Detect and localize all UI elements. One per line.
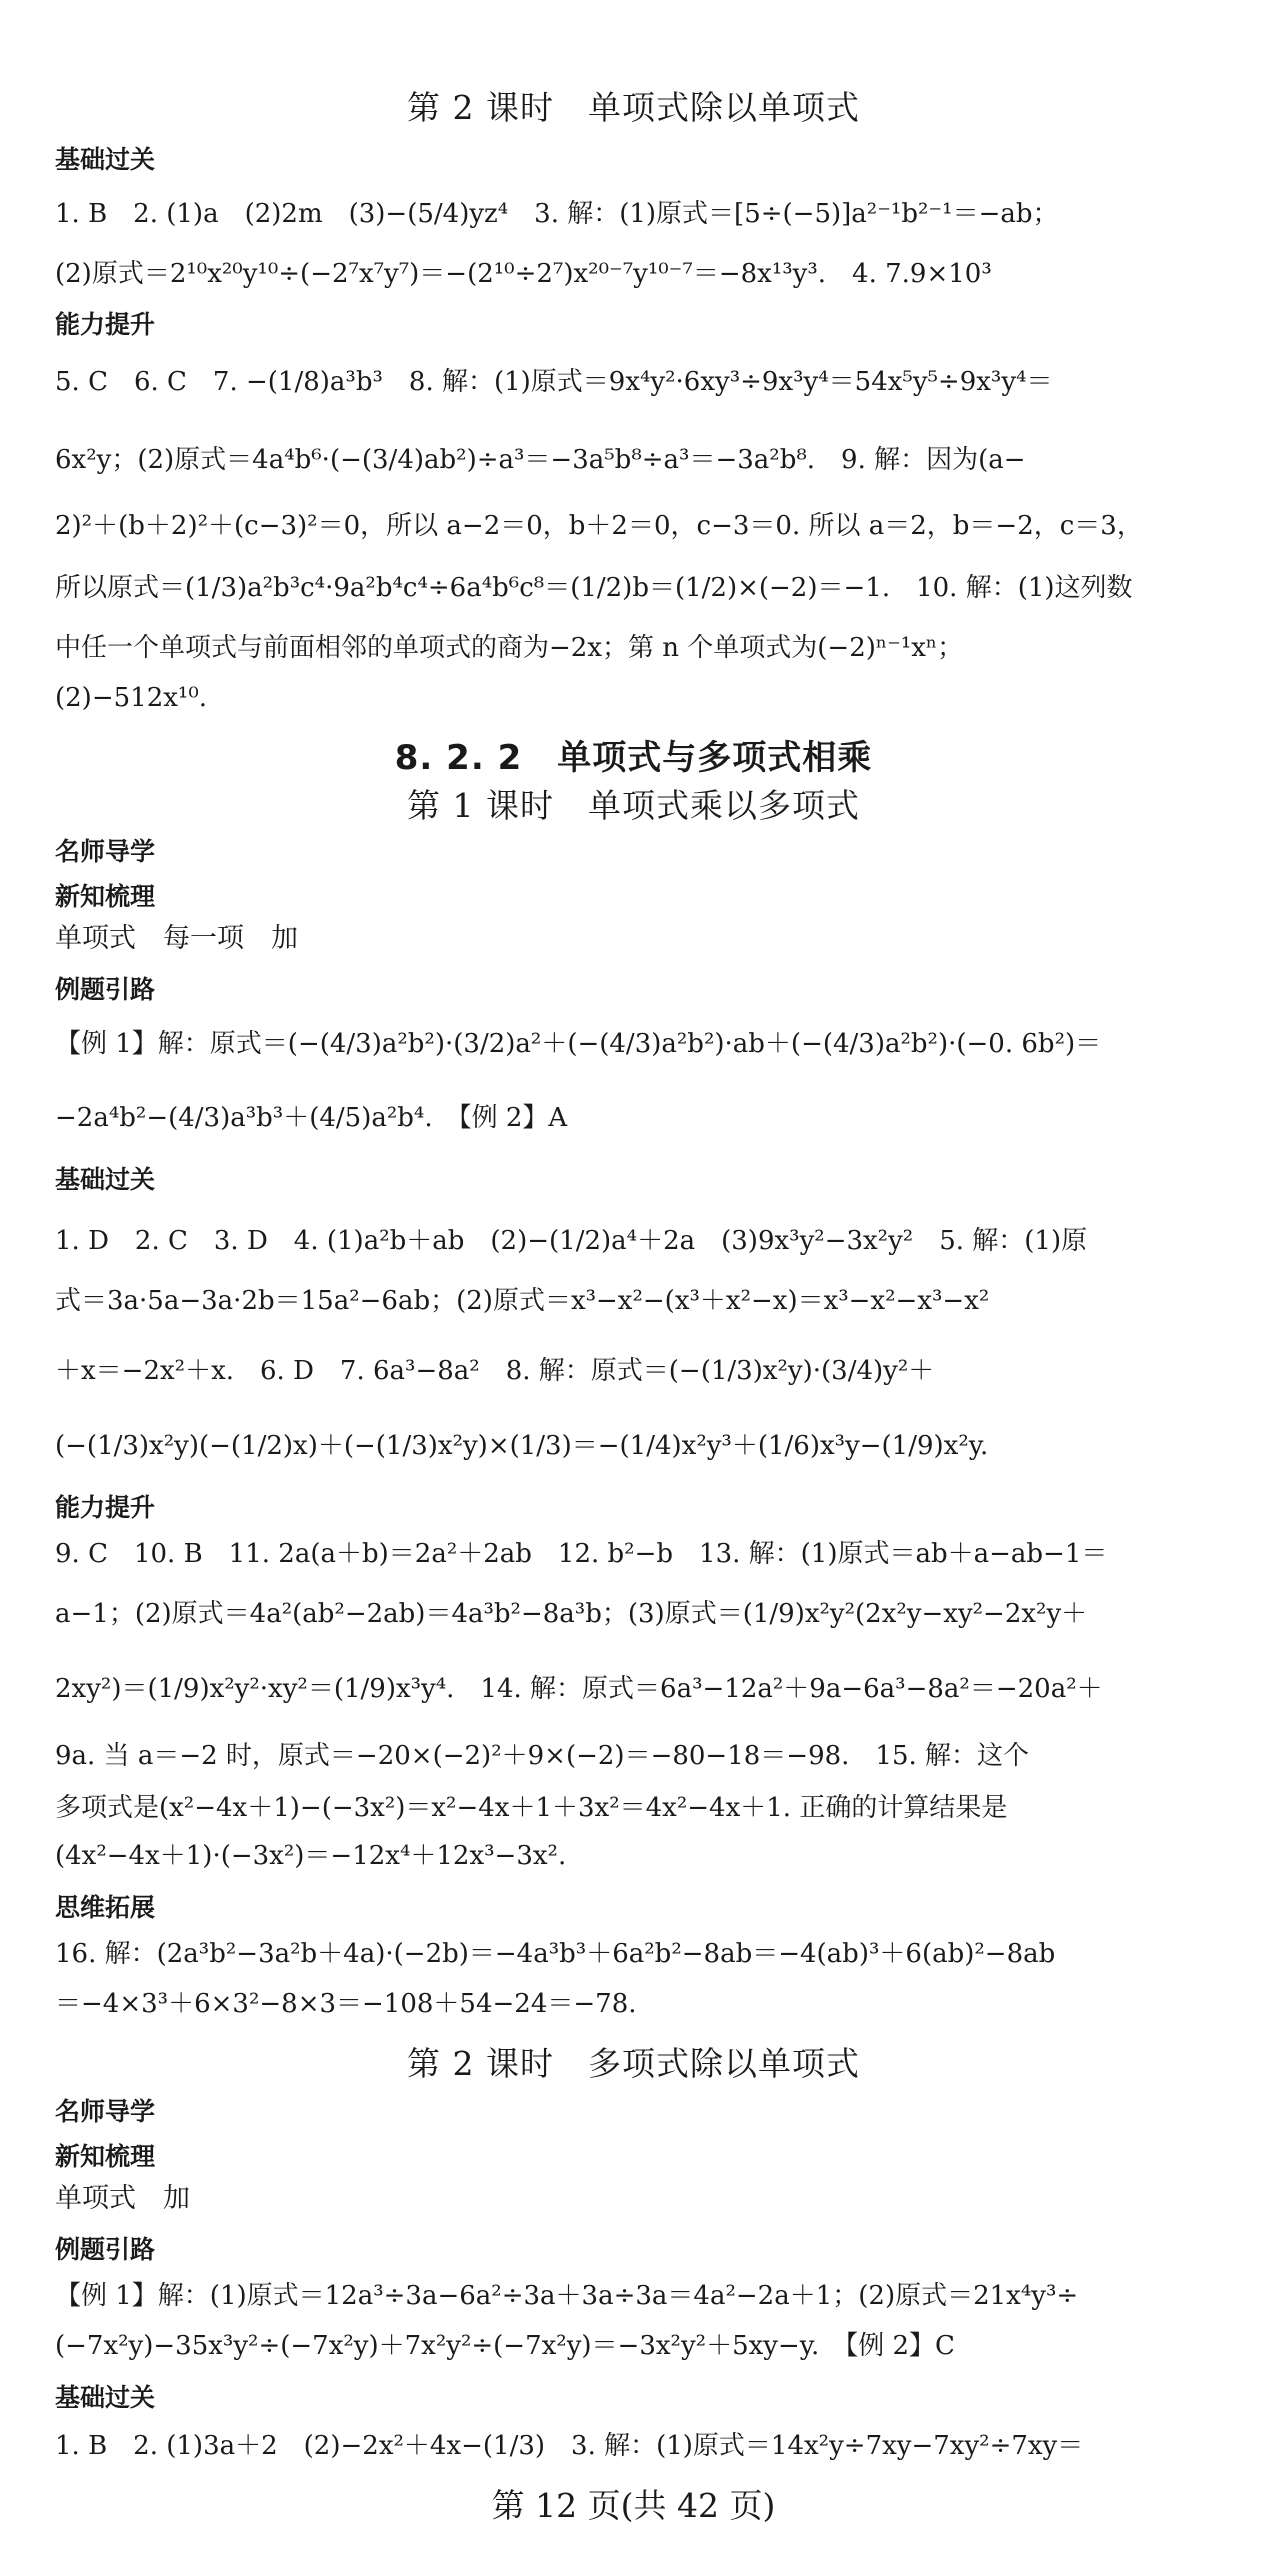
answer-line: 1. B 2. (1)a (2)2m (3)−(5/4)yz⁴ 3. 解：(1)原式＝[5÷(−5)]a²⁻¹b²⁻¹＝−ab；: [55, 199, 1059, 229]
answer-line: 单项式 加: [55, 2183, 190, 2214]
answer-line: (2)原式＝2¹⁰x²⁰y¹⁰÷(−2⁷x⁷y⁷)＝−(2¹⁰÷2⁷)x²⁰⁻⁷y¹⁰⁻⁷＝−8x¹³y³. 4. 7.9×10³: [55, 259, 992, 289]
lesson-title: 第 1 课时 单项式乘以多项式: [407, 786, 860, 825]
answer-line: 中任一个单项式与前面相邻的单项式的商为−2x；第 n 个单项式为(−2)ⁿ⁻¹xⁿ；: [55, 633, 964, 663]
section-new: 新知梳理: [55, 2142, 156, 2171]
answer-line: 9. C 10. B 11. 2a(a＋b)＝2a²＋2ab 12. b²−b 13. 解：(1)原式＝ab＋a−ab−1＝: [55, 1539, 1108, 1569]
section-example: 例题引路: [55, 2235, 156, 2264]
answer-line: 9a. 当 a＝−2 时，原式＝−20×(−2)²＋9×(−2)＝−80−18＝−98. 15. 解：这个: [55, 1741, 1030, 1771]
answer-line: ＋x＝−2x²＋x. 6. D 7. 6a³−8a² 8. 解：原式＝(−(1/3)x²y)·(3/4)y²＋: [55, 1356, 935, 1386]
section-heading: 8. 2. 2 单项式与多项式相乘: [394, 738, 873, 778]
section-ability: 能力提升: [55, 1493, 156, 1522]
page-footer: 第 12 页(共 42 页): [491, 2486, 776, 2525]
answer-line: 多项式是(x²−4x＋1)−(−3x²)＝x²−4x＋1＋3x²＝4x²−4x＋1. 正确的计算结果是: [55, 1793, 1008, 1823]
answer-line: 所以原式＝(1/3)a²b³c⁴·9a²b⁴c⁴÷6a⁴b⁶c⁸＝(1/2)b＝(1/2)×(−2)＝−1. 10. 解：(1)这列数: [55, 573, 1133, 603]
answer-line: 单项式 每一项 加: [55, 923, 298, 954]
section-basic: 基础过关: [55, 145, 156, 174]
section-ability: 能力提升: [55, 310, 156, 339]
lesson-title: 第 2 课时 多项式除以单项式: [407, 2044, 860, 2083]
section-guide: 名师导学: [55, 837, 156, 866]
answer-line: (−(1/3)x²y)(−(1/2)x)＋(−(1/3)x²y)×(1/3)＝−(1/4)x²y³＋(1/6)x³y−(1/9)x²y.: [55, 1431, 989, 1461]
answer-line: ＝−4×3³＋6×3²−8×3＝−108＋54−24＝−78.: [55, 1989, 637, 2019]
answer-line: a−1；(2)原式＝4a²(ab²−2ab)＝4a³b²−8a³b；(3)原式＝(1/9)x²y²(2x²y−xy²−2x²y＋: [55, 1599, 1088, 1629]
answer-line: −2a⁴b²−(4/3)a³b³＋(4/5)a²b⁴. 【例 2】A: [55, 1103, 568, 1133]
answer-line: 6x²y；(2)原式＝4a⁴b⁶·(−(3/4)ab²)÷a³＝−3a⁵b⁸÷a³＝−3a²b⁸. 9. 解：因为(a−: [55, 445, 1026, 475]
answer-line: (2)−512x¹⁰.: [55, 683, 208, 713]
section-new: 新知梳理: [55, 882, 156, 911]
answer-line: 1. D 2. C 3. D 4. (1)a²b＋ab (2)−(1/2)a⁴＋2a (3)9x³y²−3x²y² 5. 解：(1)原: [55, 1226, 1088, 1256]
answer-line: 【例 1】解：原式＝(−(4/3)a²b²)·(3/2)a²＋(−(4/3)a²b²)·ab＋(−(4/3)a²b²)·(−0. 6b²)＝: [55, 1029, 1102, 1059]
answer-line: (4x²−4x＋1)·(−3x²)＝−12x⁴＋12x³−3x².: [55, 1841, 567, 1871]
answer-line: 2)²＋(b＋2)²＋(c−3)²＝0，所以 a−2＝0，b＋2＝0，c−3＝0. 所以 a＝2，b＝−2，c＝3，: [55, 511, 1143, 541]
lesson-title: 第 2 课时 单项式除以单项式: [407, 88, 860, 127]
section-guide: 名师导学: [55, 2097, 156, 2126]
answer-line: 5. C 6. C 7. −(1/8)a³b³ 8. 解：(1)原式＝9x⁴y²·6xy³÷9x³y⁴＝54x⁵y⁵÷9x³y⁴＝: [55, 367, 1053, 397]
answer-line: (−7x²y)−35x³y²÷(−7x²y)＋7x²y²÷(−7x²y)＝−3x²y²＋5xy−y. 【例 2】C: [55, 2331, 955, 2361]
section-basic: 基础过关: [55, 2383, 156, 2412]
answer-line: 【例 1】解：(1)原式＝12a³÷3a−6a²÷3a＋3a÷3a＝4a²−2a＋1；(2)原式＝21x⁴y³÷: [55, 2281, 1079, 2311]
answer-line: 1. B 2. (1)3a＋2 (2)−2x²＋4x−(1/3) 3. 解：(1)原式＝14x²y÷7xy−7xy²÷7xy＝: [55, 2431, 1084, 2461]
answer-line: 2xy²)＝(1/9)x²y²·xy²＝(1/9)x³y⁴. 14. 解：原式＝6a³−12a²＋9a−6a³−8a²＝−20a²＋: [55, 1674, 1103, 1704]
section-basic: 基础过关: [55, 1165, 156, 1194]
section-example: 例题引路: [55, 975, 156, 1004]
answer-line: 16. 解：(2a³b²−3a²b＋4a)·(−2b)＝−4a³b³＋6a²b²−8ab＝−4(ab)³＋6(ab)²−8ab: [55, 1939, 1056, 1969]
section-thinking: 思维拓展: [55, 1893, 156, 1922]
answer-line: 式＝3a·5a−3a·2b＝15a²−6ab；(2)原式＝x³−x²−(x³＋x²−x)＝x³−x²−x³−x²: [55, 1286, 990, 1316]
